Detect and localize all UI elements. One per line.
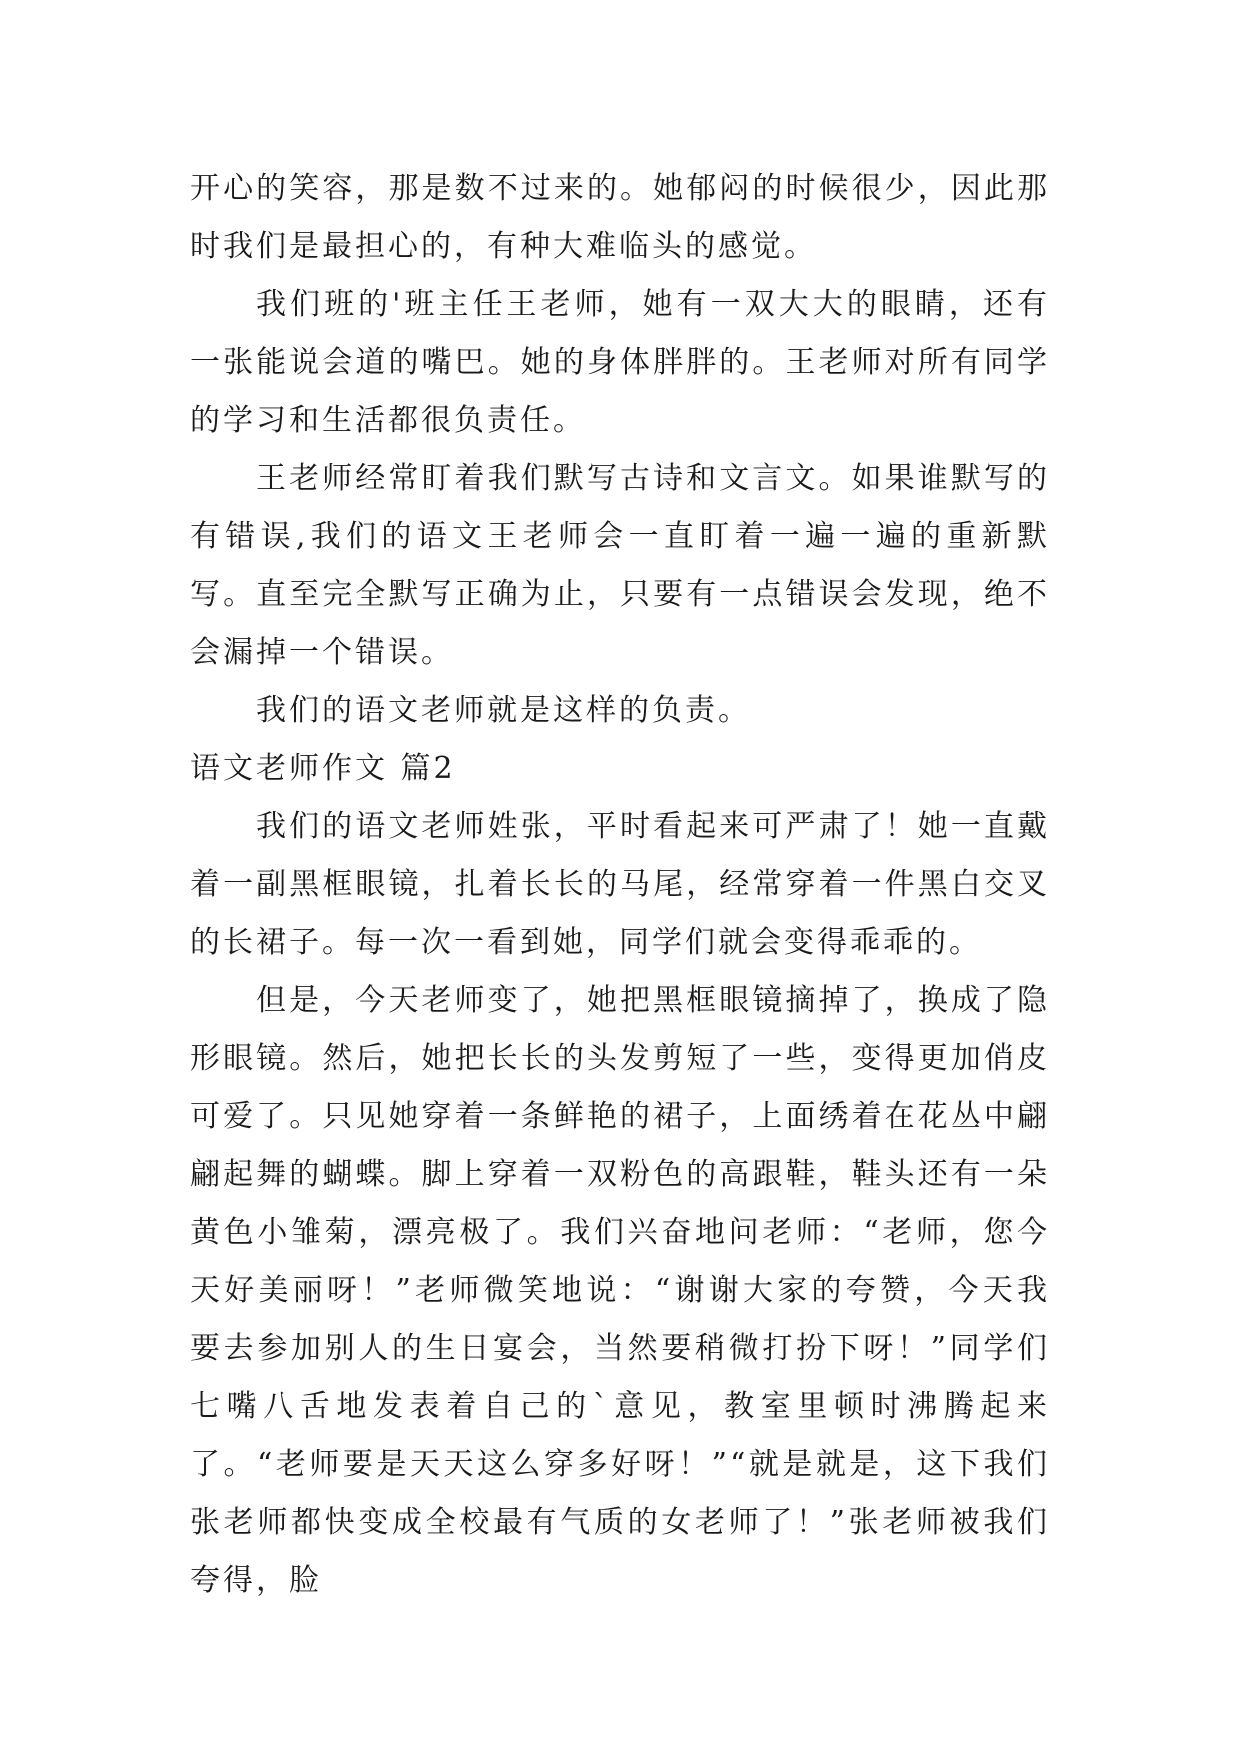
paragraph-conclusion: 我们的语文老师就是这样的负责。 [256, 693, 751, 728]
paragraph-teacher-intro: 我们班的'班主任王老师，她有一双大大的眼睛，还有一张能说会道的嘴巴。她的身体胖胖的。王老师对所有同学的学习和生活都很负责任。 [190, 287, 1050, 438]
paragraph-continuation: 开心的笑容，那是数不过来的。她郁闷的时候很少，因此那时我们是最担心的，有种大难临头的感觉。 [190, 171, 1050, 264]
paragraph-teacher-zhang: 我们的语文老师姓张，平时看起来可严肃了！她一直戴着一副黑框眼镜，扎着长长的马尾，经常穿着一件黑白交叉的长裙子。每一次一看到她，同学们就会变得乖乖的。 [190, 809, 1050, 960]
document-body [190, 160, 1050, 1610]
paragraph-dictation: 王老师经常盯着我们默写古诗和文言文。如果谁默写的有错误,我们的语文王老师会一直盯着一遍一遍的重新默写。直至完全默写正确为止，只要有一点错误会发现，绝不会漏掉一个错误。 [190, 461, 1050, 670]
paragraph-teacher-changed: 但是，今天老师变了，她把黑框眼镜摘掉了，换成了隐形眼镜。然后，她把长长的头发剪短了一些，变得更加俏皮可爱了。只见她穿着一条鲜艳的裙子，上面绣着在花丛中翩翩起舞的蝴蝶。脚上穿着一双粉色的高跟鞋，鞋头还有一朵黄色小雏菊，漂亮极了。我们兴奋地问老师：“老师，您今天好美丽呀！”老师微笑地说：“谢谢大家的夸赞，今天我要去参加别人的生日宴会，当然要稍微打扮下呀！”同学们七嘴八舌地发表着自己的`意见，教室里顿时沸腾起来了。“老师要是天天这么穿多好呀！”“就是就是，这下我们张老师都快变成全校最有气质的女老师了！”张老师被我们夸得，脸 [190, 983, 1050, 1598]
section-heading: 语文老师作文 篇2 [190, 751, 456, 786]
